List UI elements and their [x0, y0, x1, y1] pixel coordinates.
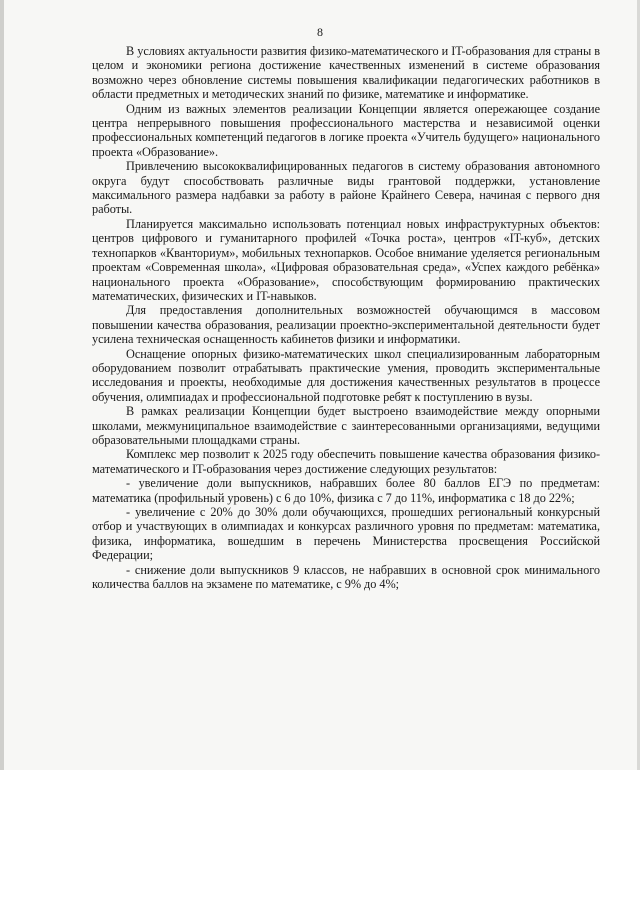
list-item: - увеличение доли выпускников, набравших более 80 баллов ЕГЭ по предметам: математика (профильный уровень) с 6 до 10%, физика с 7 до 11%, информатика с 18 до 22%;	[92, 476, 600, 505]
paragraph: Планируется максимально использовать потенциал новых инфраструктурных объектов: центров цифрового и гуманитарного профилей «Точка роста», центров «IT-куб», детских технопарков «Кванториум», мобильных технопарков. Особое внимание уделяется региональным проектам «Современная школа», «Цифровая образовательная среда», «Успех каждого ребёнка» национального проекта «Образование», способствующим формированию практических математических, физических и IT-навыков.	[92, 216, 600, 303]
paragraph: Одним из важных элементов реализации Концепции является опережающее создание центра непрерывного повышения профессионального мастерства и независимой оценки профессиональных компетенций педагогов в логике проекта «Учитель будущего» национального проекта «Образование».	[92, 101, 600, 159]
scan-edge-left	[0, 0, 4, 770]
page-number: 8	[317, 25, 323, 39]
paragraph: Комплекс мер позволит к 2025 году обеспечить повышение качества образования физико-математического и IT-образования через достижение следующих результатов:	[92, 447, 600, 476]
paragraph: Привлечению высококвалифицированных педагогов в систему образования автономного округа будут способствовать различные виды грантовой поддержки, установление максимального размера надбавки за работу в районе Крайнего Севера, начиная с первого дня работы.	[92, 159, 600, 217]
paragraph: Оснащение опорных физико-математических школ специализированным лабораторным оборудованием позволит отрабатывать практические умения, проводить экспериментальные исследования и проекты, необходимые для достижения качественных результатов в процессе обучения, олимпиадах и профессиональной подготовке ребят к поступлению в вузы.	[92, 346, 600, 404]
paragraph: Для предоставления дополнительных возможностей обучающимся в массовом повышении качества образования, реализации проектно-экспериментальной деятельности будет усилена техническая оснащенность кабинетов физики и информатики.	[92, 303, 600, 347]
document-body	[92, 44, 600, 591]
paragraph: В условиях актуальности развития физико-математического и IT-образования для страны в целом и экономики региона достижение качественных изменений в системе образования возможно через обновление системы повышения квалификации педагогических работников в области предметных и методических знаний по физике, математике и информатике.	[92, 44, 600, 102]
paragraph: В рамках реализации Концепции будет выстроено взаимодействие между опорными школами, межмуниципальное взаимодействие с заинтересованными организациями, ведущими образовательными площадками страны.	[92, 404, 600, 447]
list-item: - снижение доли выпускников 9 классов, не набравших в основной срок минимального количества баллов на экзамене по математике, с 9% до 4%;	[92, 562, 600, 592]
list-item: - увеличение с 20% до 30% доли обучающихся, прошедших региональный конкурсный отбор и участвующих в олимпиадах и конкурсах различного уровня по предметам: математика, физика, информатика, вошедшим в перечень Министерства просвещения Российской Федерации;	[92, 505, 600, 563]
